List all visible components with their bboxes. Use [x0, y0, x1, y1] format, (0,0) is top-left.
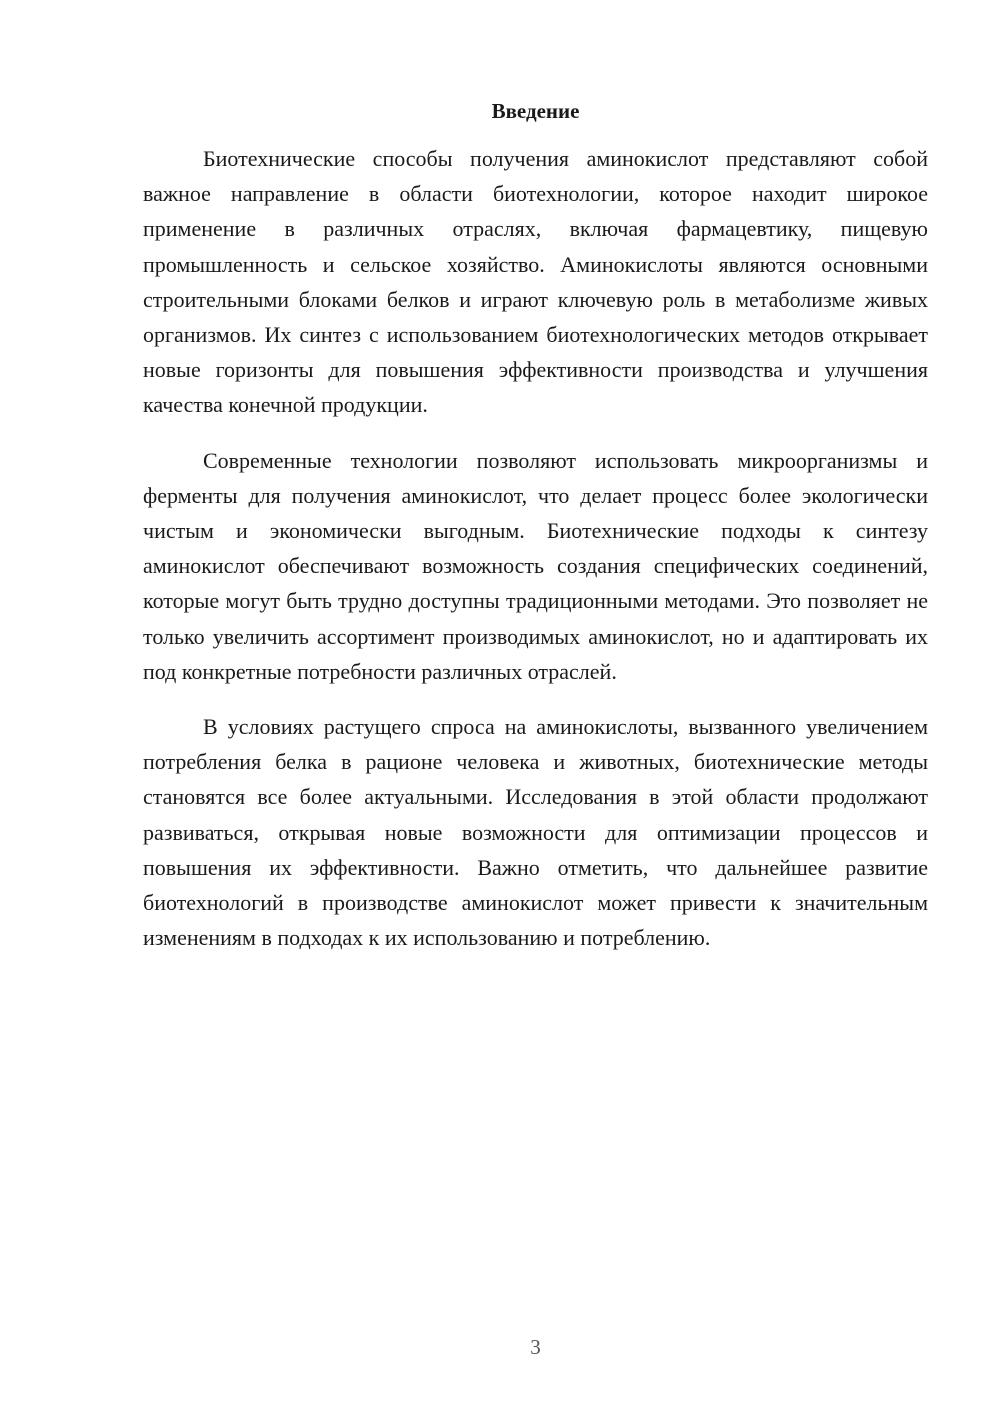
paragraph-1: Биотехнические способы получения аминокислот представляют собой важное направление в области биотехнологии, которое находит широкое применение в различных отраслях, включая фармацевтику, пищевую промышленность и сельское хозяйство. Аминокислоты являются основными строительными блоками белков и играют ключевую роль в метаболизме живых организмов. Их синтез с использованием биотехнологических методов открывает новые горизонты для повышения эффективности производства и улучшения качества конечной продукции.: [143, 146, 928, 418]
section-heading: Введение: [491, 99, 580, 123]
paragraph-2: Современные технологии позволяют использовать микроорганизмы и ферменты для получения аминокислот, что делает процесс более экологически чистым и экономически выгодным. Биотехнические подходы к синтезу аминокислот обеспечивают возможность создания специфических соединений, которые могут быть трудно доступны традиционными методами. Это позволяет не только увеличить ассортимент производимых аминокислот, но и адаптировать их под конкретные потребности различных отраслей.: [143, 447, 928, 684]
body-text: [143, 141, 928, 955]
paragraph-3: В условиях растущего спроса на аминокислоты, вызванного увеличением потребления белка в рационе человека и животных, биотехнические методы становятся все более актуальными. Исследования в этой области продолжают развиваться, открывая новые возможности для оптимизации процессов и повышения их эффективности. Важно отметить, что дальнейшее развитие биотехнологий в производстве аминокислот может привести к значительным изменениям в подходах к их использованию и потреблению.: [143, 714, 928, 951]
page-number: 3: [530, 1335, 541, 1359]
